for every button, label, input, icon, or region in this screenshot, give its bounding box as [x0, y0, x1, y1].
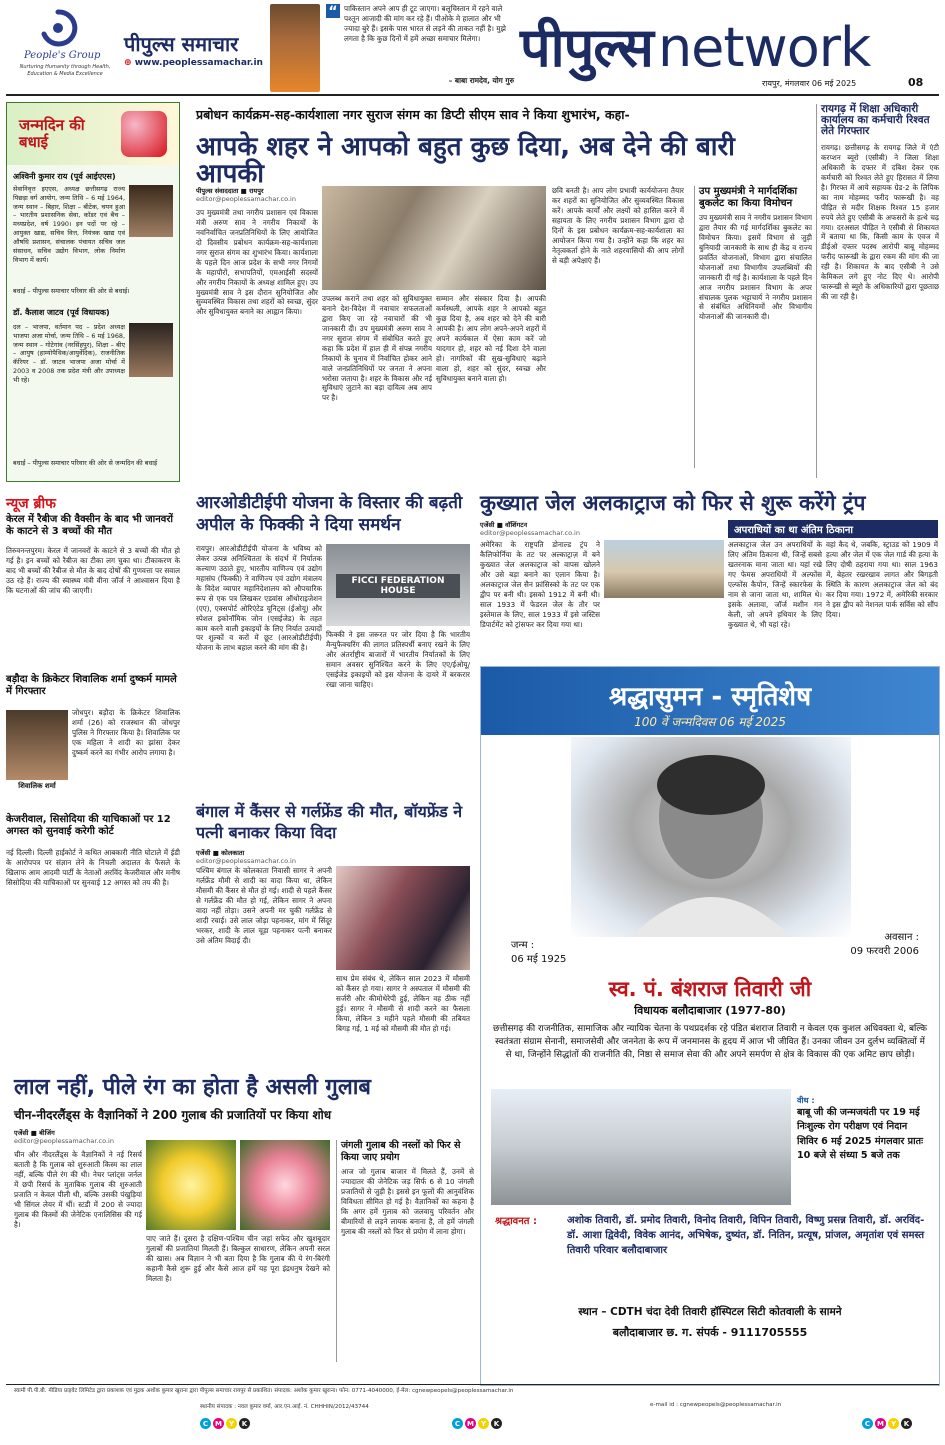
ramdev-photo	[270, 4, 320, 92]
lead-byline	[196, 186, 326, 203]
masthead	[0, 0, 945, 96]
tribute-name: स्व. पं. बंशराज तिवारी जी	[608, 977, 812, 1001]
quote-icon: “	[326, 4, 340, 18]
website	[124, 58, 263, 68]
person1-name: अश्विनी कुमार राय (पूर्व आईएएस)	[13, 172, 116, 181]
birthday-title: जन्मदिन की बधाई	[19, 116, 85, 152]
brief2-photo	[6, 710, 68, 780]
rose-byline-text: एजेंसी	[14, 1129, 29, 1137]
tribute-description: छत्तीसगढ़ की राजनीतिक, सामाजिक और न्यायिक चेतना के पथप्रदर्शक रहे पंडित बंशराज तिवारी न केवल एक कुशल अधिवक्ता थे, बल्कि स्वतंत्रता संग्राम सेनानी, समाजसेवी और जननेता के रूप में जनमानस के हृदय में आज भी जीवित हैं। उनका जीवन उन दुर्लभ व्यक्तित्वों में से था, जिन्होंने सिद्धांतों की राजनीति की, निष्ठा से समाज सेवा की और अपने समर्पण से क्षेत्र के विकास की एक अमिट छाप छोड़ी।	[492, 1024, 928, 1060]
cmyk-k2-icon: K	[491, 1418, 502, 1429]
cmyk-y2-icon: Y	[478, 1418, 489, 1429]
lead-body-col1: उप मुख्यमंत्री तथा नगरीय प्रशासन एवं विकास मंत्री अरुण साव ने नगरीय निकायों के नवनिर्वाचित जनप्रतिनिधियों के लिए आयोजित दो दिवसीय प्रबोधन कार्यक्रम-सह-कार्यशाला नगर सुराज संगम का शुभारंभ किया। कार्यशाला के पहले दिन आज प्रदेश के सभी नगर निगमों के महापौरों, सभापतियों, एमआईसी सदस्यों और नगरीय निकायों के अध्यक्ष शामिल हुए। उप मुख्यमंत्री साव ने इस दौरान सुनियोजित और सुव्यवस्थित विकास तथा शहरों को स्वच्छ, सुंदर और सुविधायुक्त बनाने का आह्वान किया।	[196, 208, 318, 317]
page-number: 08	[908, 76, 924, 89]
quote-box	[326, 4, 514, 90]
peoples-group-logo	[10, 6, 120, 86]
alcatraz-body1: अमेरिका के राष्ट्रपति डोनाल्ड ट्रंप ने कैलिफोर्निया के तट पर अल्काट्राज़ में बने कुख्यात जेल अलकाट्राज को वापस खोलने और उसे बड़ा बनाने का एलान किया है। अलकाट्राज जेल सैन फ्रांसिस्को के तट पर एक द्वीप पर बनी थी। इसको 1912 में बनी थी। साल 1933 में फेडरल जेल के तौर पर इस्तेमाल के लिए, साल 1933 में इसे जस्टिस डिपार्टमेंट को ट्रांसफर कर दिया गया था।	[480, 540, 600, 629]
lead-headline: आपके शहर ने आपको बहुत कुछ दिया, अब देने की बारी आपकी	[196, 132, 735, 190]
tribute-place: स्थान – CDTH चंदा देवी तिवारी हॉस्पिटल सिटी कोतवाली के सामने	[578, 1306, 842, 1318]
quote-author: – बाबा रामदेव, योग गुरु	[448, 76, 514, 85]
gift-icon	[121, 111, 167, 157]
alcatraz-byline-text: एजेंसी	[480, 521, 495, 529]
person2-name: डॉ. कैलाश जाटव (पूर्व विधायक)	[13, 308, 110, 317]
birth-date: 06 मई 1925	[511, 954, 567, 965]
lead-body-col4: छवि बनती है। आप लोग प्रभावी कार्ययोजना तैयार कर शहरों का सुनियोजित और सुव्यवस्थित विकास करें। आपके कार्यों और लक्ष्यों को हासिल करने में सहायता के लिए नगरीय प्रशासन विभाग द्वारा दो दिनों के इस प्रबोधन कार्यक्रम-सह-कार्यशाला का आयोजन किया गया है। उन्होंने कहा कि शहर का नेतृत्वकर्ता होने के नाते शहरवासियों की आप लोगों से बड़ी अपेक्षाएं हैं।	[552, 186, 684, 265]
rose-sidebar	[336, 1140, 474, 1362]
rose-place: बीजिंग	[39, 1129, 55, 1137]
lead-body-col3: सम्मान और संस्कार दिया है। आपकी कर्मस्थली, आपके शहर ने आपको बहुत कुछ दिया है, अब शहर को देने की बारी आपकी है। आप लोग अपने-अपने शहरों में अपने कार्यकाल में ऐसा काम करें जो यादगार हो, शहर को नई दिशा देने वाला हो। नागरिकों की सुख-सुविधाएं बढ़ाने वाला हो, शहर को सुंदर, स्वच्छ और सुविधायुक्त बनाने वाला हो।	[436, 294, 546, 383]
mourners-label: श्रद्धावनत :	[495, 1216, 537, 1227]
rose-email: editor@peoplessamachar.co.in	[14, 1137, 114, 1145]
cmyk-k-icon: K	[239, 1418, 250, 1429]
network-title-en: network	[657, 16, 871, 79]
group-tagline: Nurturing Humanity through Health, Education & Media Excellence	[19, 64, 111, 77]
bengal-body1: पश्चिम बंगाल के कोलकाता निवासी सागर ने अपनी गर्लफ्रेंड मौमी से शादी का वादा किया था, लेकिन मौसमी की कैंसर से मौत हो गई। शादी से पहले कैंसर से गर्लफ्रेंड की मौत हो गई, लेकिन सागर ने अपना वादा नहीं तोड़ा। उसने अपनी मर चुकी गर्लफ्रेंड से शादी रचाई। उसे लाल जोड़ा पहनाकर, मांग में सिंदूर भरकर, शादी के लाल चूड़ा पहनाकर पत्नी बनाकर उसे अंतिम विदाई दी।	[196, 866, 332, 945]
bengal-byline-name: एजेंसी ■ कोलकाता	[196, 849, 245, 857]
brief3-body: नई दिल्ली। दिल्ली हाईकोर्ट ने कथित आबकारी नीति घोटाले में ईडी के आरोपपत्र पर संज्ञान लेने के निचली अदालत के फैसले के खिलाफ आम आदमी पार्टी के नेताओं अरविंद केजरीवाल और मनीष सिसोदिया की याचिकाओं पर सुनवाई 12 अगस्त को तय की है।	[6, 848, 180, 887]
tribute-subtitle: 100 वें जन्मदिवस 06 मई 2025	[634, 715, 786, 729]
person2-details: दल – भाजपा, वर्तमान पद – प्रदेश अध्यक्ष भाजपा अजा मोर्चा, जन्म तिथि – 6 मई 1968, जन्म स्थान – गोटेगांव (नरसिंहपुर), शिक्षा – बीए – आयुष (हाम्योपैथिक/आयुर्वेदिक), राजनीतिक कॅरियर – डॉ. जाटव भाजपा अजा मोर्चा में 2003 व 2008 तक प्रदेश मंत्री और उपाध्यक्ष भी रहे।	[13, 323, 125, 384]
person1-details: सेवानिवृत्त इएएस, अध्यक्ष छत्तीसगढ़ राज्य पिछड़ा वर्ग आयोग, जन्म तिथि – 6 मई 1964, जन्म स्थान – बिहार, शिक्षा – बीटेक, चयन हुआ – भारतीय प्रशासनिक सेवा, कॉडर एवं बैच – मध्यप्रदेश, वर्ष 1990। इन पदों पर रहे – आयुक्त खाद्य, सचिव वित्त, नियंत्रक खाद्य एवं औषधि प्रशासन, संचालक पंचायत सचिव जल संसाधन, सचिव उद्योग विभाग, लोक निर्माण विभाग में कार्य।	[13, 185, 125, 264]
lead-side-title: उप मुख्यमंत्री ने मार्गदर्शिका बुकलेट का किया विमोचन	[699, 186, 798, 209]
tribute-title: श्रद्धासुमन - स्मृतिशेष	[608, 682, 812, 712]
cmyk-strip-mid	[452, 1418, 502, 1429]
footer-rule	[6, 1384, 939, 1385]
yellow-rose-photo	[146, 1140, 236, 1230]
tribute-portrait	[571, 737, 851, 937]
newsbrief-column	[6, 514, 180, 1054]
lead-sidebar	[694, 186, 812, 468]
network-title	[520, 8, 940, 78]
bengal-byline-text: एजेंसी	[196, 849, 211, 857]
peoples-group-logo-icon	[38, 8, 78, 48]
bengal-photo	[336, 866, 470, 970]
birth-block	[511, 937, 631, 965]
lead-photo	[322, 186, 546, 290]
alcatraz-byline-name: एजेंसी ■ वॉशिंगटन	[480, 521, 528, 529]
footer-email: e-mail id : cgnewpeopels@peoplessamachar.in	[650, 1402, 782, 1408]
brief2-title: बड़ौदा के क्रिकेटर शिवालिक शर्मा दुष्कर्म मामले में गिरफ्तार	[6, 674, 177, 697]
ficci-photo-caption: FICCI FEDERATION HOUSE	[336, 574, 460, 598]
cmyk-c3-icon: C	[862, 1418, 873, 1429]
ficci-headline: आरओडीटीईपी योजना के विस्तार की बढ़ती अपील के फिक्की ने दिया समर्थन	[196, 493, 463, 536]
tribute-designation: विधायक बलौदाबाजार (1977-80)	[634, 1004, 786, 1017]
paper-name: पीपुल्स समाचार	[124, 32, 239, 56]
bengal-byline	[196, 848, 376, 865]
lead-side-body: उप मुख्यमंत्री साव ने नगरीय प्रशासन विभाग द्वारा तैयार की गई मार्गदर्शिका बुकलेट का विमोचन किया। इसमें विभाग से जुड़ी बुनियादी जानकारी के साथ ही केंद्र व राज्य प्रवर्तित योजनाओं, विभाग द्वारा संचालित योजनाओं तथा विभागीय उपलब्धियों की जानकारी दी गई है। कार्यशाला के पहले दिन आज नगरीय प्रशासन विभाग के अपर संचालक पुलक भट्टाचार्य ने नगरीय प्रशासन से संबंधित अधिनियमों और विभागीय योजनाओं की जानकारी दी।	[699, 213, 812, 322]
hospital-photo	[491, 1089, 791, 1205]
person2-photo	[129, 323, 173, 377]
bengal-place: कोलकाता	[221, 849, 245, 857]
rose-body2: पाए जाते हैं। दूसरा है दक्षिण-पश्चिम चीन जहां सफेद और खुशबूदार गुलाबों की प्रजातियां मिलती हैं। बिल्कुल साधारण, लेकिन अपनी सरल की खास। अब विज्ञान ने भी बता दिया है कि गुलाब की ये रंग-बिरंगी कहानी कैसे शुरू हुई और कैसे आज हमें यह पूरा इंद्रधनुष देखने को मिलता है।	[146, 1234, 330, 1283]
cmyk-y3-icon: Y	[888, 1418, 899, 1429]
rose-headline: लाल नहीं, पीले रंग का होता है असली गुलाब	[14, 1075, 371, 1100]
dateline: रायपुर, मंगलवार 06 मई 2025	[762, 79, 857, 88]
rose-sub: चीन-नीदरलैंड्स के वैज्ञानिकों ने 200 गुलाब की प्रजातियों पर किया शोध	[14, 1108, 332, 1122]
death-block	[799, 929, 919, 957]
quote-text: पाकिस्तान अपने आप ही टूट जाएगा। बलूचिस्तान में रहने वाले पश्तून आजादी की मांग कर रहे हैं। पीओके मे हालात और भी ज्यादा बुरे हैं। इसके पास भारत से लड़ने की ताकत नहीं है। मुझे लगता है कि कुछ दिनों में हमें अच्छा समाचार मिलेगा।	[344, 4, 506, 43]
birthday-column	[6, 102, 180, 482]
bribe-headline: रायगढ़ में शिक्षा अधिकारी कार्यालय का कर्मचारी रिश्वत लेते गिरफ्तार	[821, 103, 930, 138]
alcatraz-headline: कुख्यात जेल अलकाट्राज को फिर से शुरू करेंगे ट्रंप	[480, 491, 866, 515]
cmyk-c2-icon: C	[452, 1418, 463, 1429]
bengal-headline: बंगाल में कैंसर से गर्लफ्रेंड की मौत, बॉयफ्रेंड ने पत्नी बनाकर किया विदा	[196, 802, 463, 842]
rose-byline-name: एजेंसी ■ बीजिंग	[14, 1129, 55, 1137]
alcatraz-email: editor@peoplessamachar.co.in	[480, 529, 580, 537]
cmyk-m2-icon: M	[465, 1418, 476, 1429]
tribute-banner	[481, 667, 939, 735]
brief1-body: तिरुवनन्तपुरम। केरल में जानवरों के काटने से 3 बच्चों की मौत हो गई है। इन बच्चों को रैबीज का टीका लग चुका था। टीकाकरण के बाद भी बच्चों की रैबीज से मौत के बाद दोषों की गुणवत्ता पर सवाल उठ रहे हैं। राज्य की स्वास्थ्य मंत्री वीना जॉर्ज ने आश्वासन दिया है कि घटनाओं की जांच की जाएगी।	[6, 546, 180, 595]
newsbrief-label: न्यूज ब्रीफ	[6, 496, 56, 512]
brief2-photo-caption: शिवालिक शर्मा	[18, 782, 56, 790]
cmyk-y-icon: Y	[226, 1418, 237, 1429]
cmyk-strip-left	[200, 1418, 250, 1429]
brief2-body: जोधपुर। बड़ौदा के क्रिकेटर शिवालिक शर्मा (26) को राजस्थान की जोधपुर पुलिस ने गिरफ्तार किया है। शिवालिक पर एक महिला ने शादी का झांसा देकर दुष्कर्म करने का गंभीर आरोप लगाया है।	[72, 708, 180, 757]
person1-wish: बधाई – पीपुल्स समाचार परिवार की ओर से बधाई।	[13, 287, 130, 295]
death-label: अवसान :	[884, 932, 919, 943]
ficci-body: रायपुर। आरओडीटीईपी योजना के भविष्य को लेकर उत्पन्न अनिश्चितता के संदर्भ में निर्यातक कल्याण उठाते हुए, भारतीय वाणिज्य एवं उद्योग महासंघ (फिक्की) ने वाणिज्य एवं उद्योग मंत्रालय के विदेश व्यापार महानिदेशालय को औपचारिक रूप से एक पत्र लिखकर एडवांस ऑथोराइजेशन (एए), एक्सपोर्ट ओरिएंटेड यूनिट्स (ईओयू) और स्पेशल इकोनॉमिक जोन (एसईजेड) के तहत काम करने वाली इकाइयों के लिए निर्यात उत्पादों पर शुल्कों व करों में छूट (आरओडीटीईपी) योजना के लाभ बहाल करने की मांग की है।	[196, 544, 322, 653]
alcatraz-sub: अपराधियों का था अंतिम ठिकाना	[728, 520, 938, 538]
network-title-hindi: पीपुल्स	[520, 16, 653, 79]
alcatraz-place: वॉशिंगटन	[505, 521, 528, 529]
brief1-title: केरल में रैबीज की वैक्सीन के बाद भी जानवरों के काटने से 3 बच्चों की मौत	[6, 514, 174, 537]
globe-icon: ⊕	[124, 58, 135, 68]
bribe-body: रायगढ़। छत्तीसगढ़ के रायगढ़ जिले में एंटी करप्शन ब्यूरो (एसीबी) ने जिला शिक्षा अधिकारी के दफ्तर में दबिश देकर एक कर्मचारी को रिश्वत लेते हुए हिरासत में लिया है। गिरफ्त में आये सहायक ग्रेड-2 के लिपिक का नाम मोहम्मद फरीद फारूखी है। वह पीड़ित से मदीर शिक्षक रिश्वत 15 हजार रुपये लेते हुए एसीबी के अफसरों के हत्थे चढ़ गया। दरअसल पीड़ित ने एसीबी से शिकायत में बताया था कि, किसी काम के एवज में डीईओ दफ्तर पदस्थ आरोपी बाबू मोहम्मद फरीद फारूखी के द्वारा रकम की मांग की जा रही है। शिकायत के बाद एसीबी ने उसे केमिकल लगे हुए नोट दिए थे। आरोपी फारूखी से ब्यूरो के अधिकारियों द्वारा पूछताछ की जा रही है।	[821, 143, 939, 302]
lead-byline-text: पीपुल्स संवाददाता	[196, 187, 239, 195]
lead-kicker: प्रबोधन कार्यक्रम-सह-कार्यशाला नगर सुराज संगम का डिप्टी सीएम साव ने किया शुभारंभ, कहा-	[196, 107, 630, 122]
cmyk-m3-icon: M	[875, 1418, 886, 1429]
camp-label: वीथ :	[797, 1096, 815, 1105]
person1-photo	[129, 185, 173, 237]
death-date: 09 फरवरी 2006	[850, 946, 919, 957]
alcatraz-photo	[604, 540, 724, 598]
cmyk-strip-right	[862, 1418, 912, 1429]
lead-body-col2: उपलब्ध कराने तथा शहर को सुविधायुक्त बनाने देश-विदेश में नवाचार सफलताओं द्वारा किए जा रहे नवाचारों की भी जानकारी दी। उप मुख्यमंत्री अरुण साव ने नगर सुराज संगम में संबोधित करते हुए कहा कि प्रदेश में हाल ही में संपन्न नगरीय निकायों के चुनाव में निर्वाचित होकर आने वाले जनप्रतिनिधियों पर जनता ने अपना भरोसा जताया है। शहर के विकास और नई सुविधाएं जुटाने का बड़ा दायित्व अब आप पर है।	[322, 294, 432, 403]
footer-imprint: स्वामी पी.पी.बी. मीडिया प्राइवेट लिमिटेड द्वारा प्रकाशक एवं मुद्रक अशोक कुमार खुराना द्वारा पीपुल्स समाचार रायपुर से प्रकाशित। संपादक: अशोक कुमार खुराना। फोन: 0771-4040000, ई-मेल: cgnewpeopels@peoplessamachar.in	[14, 1388, 514, 1394]
lead-place: रायपुर	[249, 187, 264, 195]
lead-email: editor@peoplessamachar.co.in	[196, 195, 296, 203]
camp-text: बाबू जी की जन्मजयंती पर 19 मई निःशुल्क रोग परीक्षण एवं निदान शिविर 6 मई 2025 मंगलवार प्रातः 10 बजे से संध्या 5 बजे तक	[797, 1107, 924, 1162]
mourners-list: अशोक तिवारी, डॉ. प्रमोद तिवारी, विनोद तिवारी, विपिन तिवारी, विष्णु प्रसन्न तिवारी, डॉ. अरविंद-डॉ. आशा द्विवेदी, विवेक आनंद, अभिषेक, दुष्यंत, डॉ. नितिन, प्रत्यूष, प्रांजल, अमृतांश एवं समस्त तिवारी परिवार बलौदाबाजार	[567, 1215, 925, 1256]
masthead-rule	[6, 94, 939, 96]
alcatraz-byline	[480, 520, 720, 537]
bengal-body2: साथ प्रेम संबंध थे, लेकिन साल 2023 में मौसमी को कैंसर हो गया। सागर ने अस्पताल में मौसमी की सर्जरी और कीमोथेरेपी हुई, लेकिन वह ठीक नहीं हुई। सागर ने मौसमी से शादी करने का फैसला किया, लेकिन 3 महीने पहले मौसमी की तबियत बिगड़ गई, 1 मई को मौसमी की मौत हो गई।	[336, 974, 470, 1033]
portrait-silhouette-icon	[571, 737, 851, 937]
bribe-story	[816, 104, 939, 478]
footer-reg: स्थानीय संपादक : नवल कुमार वर्मा, आर.एन.आई. नं. CHHHIN/2012/43744	[200, 1404, 369, 1410]
rose-body1: चीन और नीदरलैंड्स के वैज्ञानिकों ने नई रिसर्च बताती है कि गुलाब को शुरुआती किस्म का लाल नहीं, बल्कि पीले रंग की थी। नेचर प्लांट्स जर्नल में छपी रिसर्च के मुताबिक गुलाब की शुरुआती प्रजाति न केवल पीली थी, बल्कि उसकी पंखुड़ियां भी सिंगल लेयर में थीं। स्टडी में 200 से ज्यादा गुलाब की किस्मों की जेनेटिक एनालिसिस की गई है।	[14, 1150, 142, 1229]
alcatraz-body3: वहां कैद थे, जबकि, स्ट्राउड को 1909 में हत्या और जेल में एक जेल गार्ड की हत्या के लिए दोषी ठहराया गया था। साल 1963 में, बेहतर रखरखाव लागत और बिगड़ती स्थिति के कारण अलकाट्राज जेल को बंद कर दिया गया। 1972 में, अमेरिकी सरकार ने इस द्वीप को नेशनल पार्क सर्विस को सौंप दिया।	[826, 540, 938, 619]
group-name: People's Group	[24, 50, 101, 61]
lead-byline-name: पीपुल्स संवाददाता ■ रायपुर	[196, 187, 264, 195]
tribute-contact: बलौदाबाजार छ. ग. संपर्क - 9111705555	[612, 1326, 808, 1339]
alcatraz-body2: अलकाट्राज जेल उन अपराधियों के लिए अंतिम ठिकाना थी, जिन्हें सबसे खतरनाक माना जाता था। यहां रखे गए फेमस अपराधियों में अल्फोंस एल्फोंस कैपोन, जिन्हें स्कारफेस के नाम से जाना जाता था, शामिल थे। इसके अलावा, जॉर्ज मशीन गन केली, जो अपने हथियार के लिए कुख्यात थे, भी यहां रहे।	[728, 540, 822, 629]
cmyk-k3-icon: K	[901, 1418, 912, 1429]
pink-rose-photo	[240, 1140, 330, 1230]
birth-label: जन्म :	[511, 940, 535, 951]
camp-box	[797, 1095, 931, 1207]
website-text: www.peoplessamachar.in	[134, 58, 263, 68]
rose-side-title: जंगली गुलाब की नस्लों को फिर से किया जाए प्रयोग	[341, 1140, 461, 1163]
ficci-body2: फिक्की ने इस जरूरत पर जोर दिया है कि भारतीय मैन्युफैक्चरिंग की लागत प्रतिस्पर्धी बनाए रखने के लिए और अंतर्राष्ट्रीय बाजारों में भारतीय निर्यातकों के लिए समान अवसर सुनिश्चित करने के लिए एए/ईओयू/एसईजेड इकाइयों को इस योजना के दायरे में बरकरार रखा जाना चाहिए।	[326, 630, 470, 689]
cmyk-m-icon: M	[213, 1418, 224, 1429]
cmyk-c-icon: C	[200, 1418, 211, 1429]
brief3-title: केजरीवाल, सिसोदिया की याचिकाओं पर 12 अगस्त को सुनवाई करेगी कोर्ट	[6, 814, 171, 837]
ficci-photo	[326, 544, 470, 626]
rose-photos	[146, 1140, 330, 1230]
birthday-banner	[7, 103, 179, 165]
person2-wish: बधाई – पीपुल्स समाचार परिवार की ओर से जन्मदिन की बधाई	[13, 459, 158, 467]
rose-side-body: आज जो गुलाब बाजार में मिलते हैं, उनमें से ज्यादातर की जेनेटिक जड़ सिर्फ 6 से 10 जंगली प्रजातियों से जुड़ी है। इससे इन फूलों की आनुवंशिक विविधता सीमित हो गई है। वैज्ञानिकों का कहना है कि अगर हमें गुलाब को जलवायु परिवर्तन और बीमारियों से लड़ने लायक बनाना है, तो हमें जंगली गुलाब की नस्लों को फिर से प्रयोग में लाना होगा।	[341, 1167, 474, 1236]
tribute-ad	[480, 666, 940, 1386]
bengal-email: editor@peoplessamachar.co.in	[196, 857, 296, 865]
